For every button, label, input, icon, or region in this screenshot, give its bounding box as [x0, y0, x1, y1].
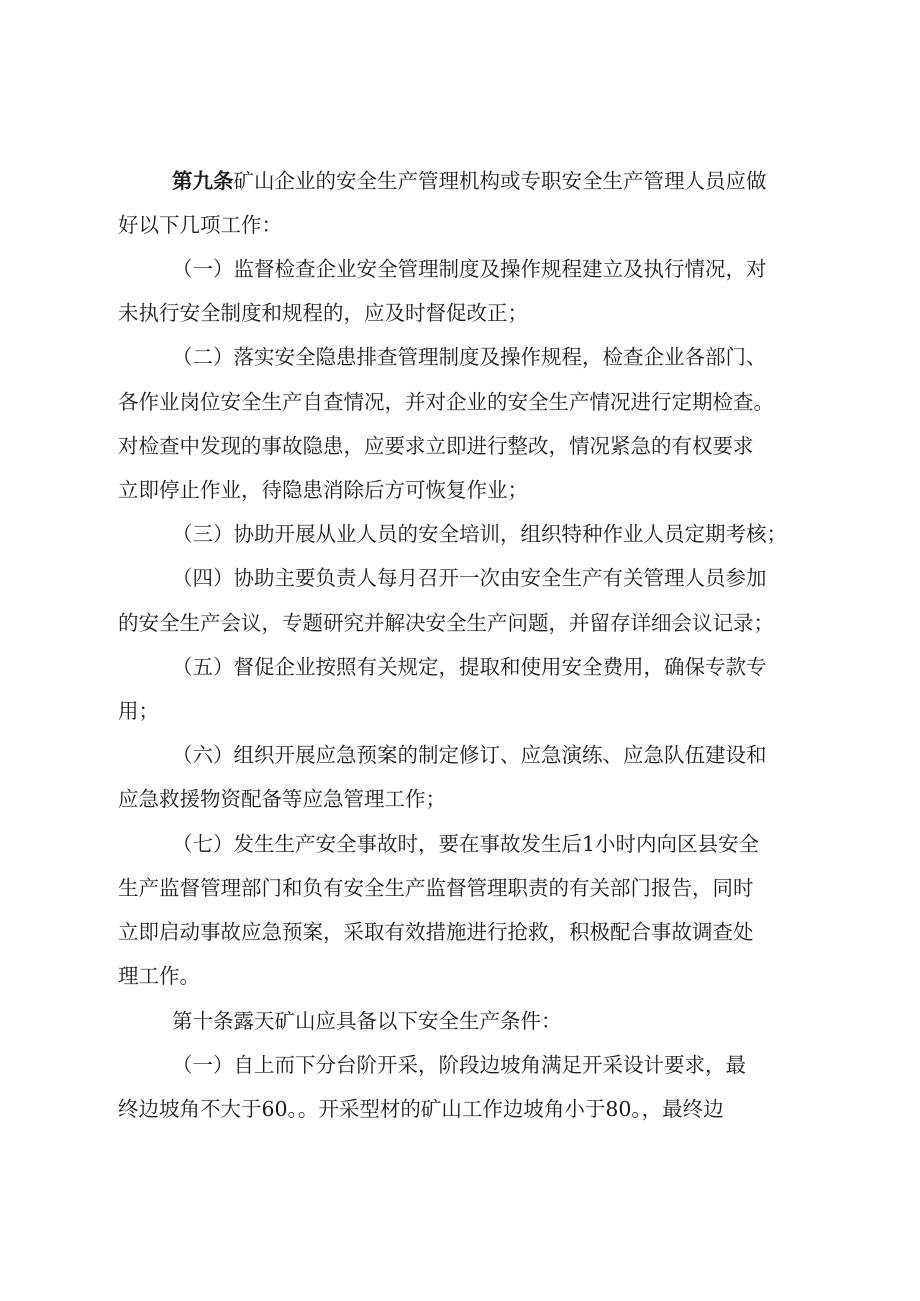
article-9-line-2: 好以下几项工作：	[118, 213, 282, 237]
article-10-line-1: 第十条露天矿山应具备以下安全生产条件：	[172, 1009, 562, 1033]
item-9-5-line-2: 用；	[118, 699, 159, 723]
item-10-1-line-1: （一）自上而下分台阶开采，阶段边坡角满足开采设计要求，最	[172, 1053, 746, 1077]
item-9-4-line-1: （四）协助主要负责人每月召开一次由安全生产有关管理人员参加	[172, 566, 767, 590]
item-9-7-line-4: 理工作。	[118, 964, 200, 988]
item-9-7-line-1: （七）发生生产安全事故时，要在事故发生后1小时内向区县安全	[172, 832, 760, 856]
article-9-heading: 第九条	[172, 169, 234, 193]
item-9-2-line-4: 立即停止作业，待隐患消除后方可恢复作业；	[118, 478, 528, 502]
article-9-line-1	[172, 168, 767, 194]
item-9-6-line-1: （六）组织开展应急预案的制定修订、应急演练、应急队伍建设和	[172, 743, 767, 767]
article-9-text-1: 矿山企业的安全生产管理机构或专职安全生产管理人员应做	[233, 169, 767, 193]
item-9-2-line-1: （二）落实安全隐患排查管理制度及操作规程，检查企业各部门、	[172, 345, 767, 369]
item-9-1-line-1: （一）监督检查企业安全管理制度及操作规程建立及执行情况，对	[172, 257, 767, 281]
item-9-6-line-2: 应急救援物资配备等应急管理工作；	[118, 787, 446, 811]
item-9-2-line-2: 各作业岗位安全生产自查情况，并对企业的安全生产情况进行定期检查。	[118, 390, 774, 414]
item-9-2-line-3: 对检查中发现的事故隐患，应要求立即进行整改，情况紧急的有权要求	[118, 434, 754, 458]
item-9-3-line-1: （三）协助开展从业人员的安全培训，组织特种作业人员定期考核；	[172, 522, 787, 546]
item-10-1-line-2: 终边坡角不大于60。。开采型材的矿山工作边坡角小于80。，最终边	[118, 1097, 724, 1121]
item-9-7-line-2: 生产监督管理部门和负有安全生产监督管理职责的有关部门报告，同时	[118, 876, 754, 900]
item-9-4-line-2: 的安全生产会议，专题研究并解决安全生产问题，并留存详细会议记录；	[118, 611, 774, 635]
item-9-5-line-1: （五）督促企业按照有关规定，提取和使用安全费用，确保专款专	[172, 655, 767, 679]
item-9-7-line-3: 立即启动事故应急预案，采取有效措施进行抢救，积极配合事故调查处	[118, 920, 754, 944]
item-9-1-line-2: 未执行安全制度和规程的，应及时督促改正；	[118, 301, 528, 325]
